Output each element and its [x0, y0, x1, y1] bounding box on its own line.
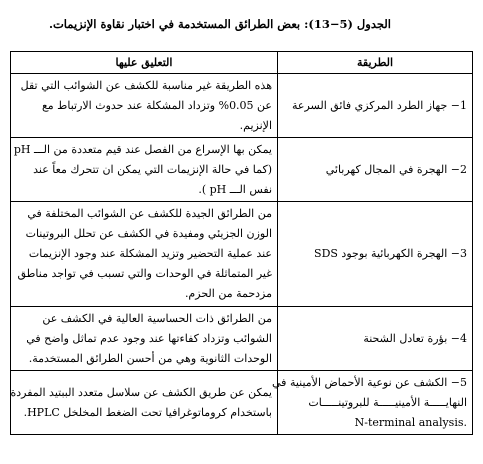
comment-cell [11, 371, 278, 435]
method-line: 2− الهجرة في المجال كهربائي [325, 162, 467, 176]
comment-cell [11, 138, 278, 202]
comment-line: من الطرائق الجيدة للكشف عن الشوائب المختلفة في [27, 207, 272, 220]
comment-line: عند عملية التحضير وتزيد المشكلة عند وجود الإنزيمات [28, 247, 272, 260]
comment-cell [11, 202, 278, 307]
comment-line: غير المتماثلة في الوحدات والتي تسبب في تواجد مناطق [17, 267, 272, 280]
method-cell [272, 371, 473, 435]
method-line: 3− الهجرة الكهربائية بوجود SDS [314, 247, 467, 260]
method-line: النهايـــــة الأمينيـــــة للبروتينـــــات [308, 395, 467, 409]
table-row [11, 307, 473, 371]
method-line: 1− جهاز الطرد المركزي فائق السرعة [292, 98, 467, 112]
comment-line: الوحدات الثانوية وهي من أحسن الطرائق المستخدمة. [28, 351, 272, 365]
comment-line: الوزن الجزيئي ومفيدة في الكشف عن تحلل البروتينات [25, 227, 272, 240]
comment-line: الشوائب وتزداد كفاءتها عند وجود عدم تماثل واضح في [26, 331, 272, 345]
comment-line: يمكن بها الإسراع من الفصل عند قيم متعددة من الـــ pH [13, 142, 272, 156]
comment-line: عن 0.05% وتزداد المشكلة عند حدوث الارتباط مع [41, 98, 272, 112]
comment-line: (كما في حالة الإنزيمات التي يمكن ان تتحرك معاً عند [33, 162, 272, 176]
method-cell [278, 138, 473, 202]
method-cell [278, 307, 473, 371]
table-row [11, 371, 473, 435]
table-row [11, 138, 473, 202]
comment-cell [11, 74, 278, 138]
table-caption: الجدول (5−13): بعض الطرائق المستخدمة في اختبار نقاوة الإنزيمات. [48, 17, 391, 31]
header-method: الطريقة [278, 52, 473, 74]
comment-cell [11, 307, 278, 371]
method-cell [278, 202, 473, 307]
methods-table [10, 51, 473, 435]
table-row [11, 74, 473, 138]
method-line: 4− بؤرة تعادل الشحنة [363, 331, 467, 345]
table-row [11, 202, 473, 307]
comment-line: يمكن عن طريق الكشف عن سلاسل متعدد الببتيد المفردة [10, 385, 272, 399]
comment-line: باستخدام كروماتوغرافيا تحت الضغط المخلخل HPLC. [23, 405, 272, 419]
comment-line: من الطرائق ذات الحساسية العالية في الكشف عن [42, 311, 272, 325]
comment-line: نفس الـــ pH ). [198, 182, 272, 196]
method-line: .N-terminal analysis [354, 415, 467, 429]
header-comment: التعليق عليها [11, 52, 278, 74]
method-line: 5− الكشف عن نوعية الأحماض الأمينية في [272, 375, 467, 389]
comment-line: مزدحمة من الحزم. [184, 287, 272, 300]
table-header-row [11, 52, 473, 74]
comment-line: الإنزيم. [239, 118, 272, 132]
method-cell [278, 74, 473, 138]
comment-line: هذه الطريقة غير مناسبة للكشف عن الشوائب التي تقل [20, 78, 272, 92]
